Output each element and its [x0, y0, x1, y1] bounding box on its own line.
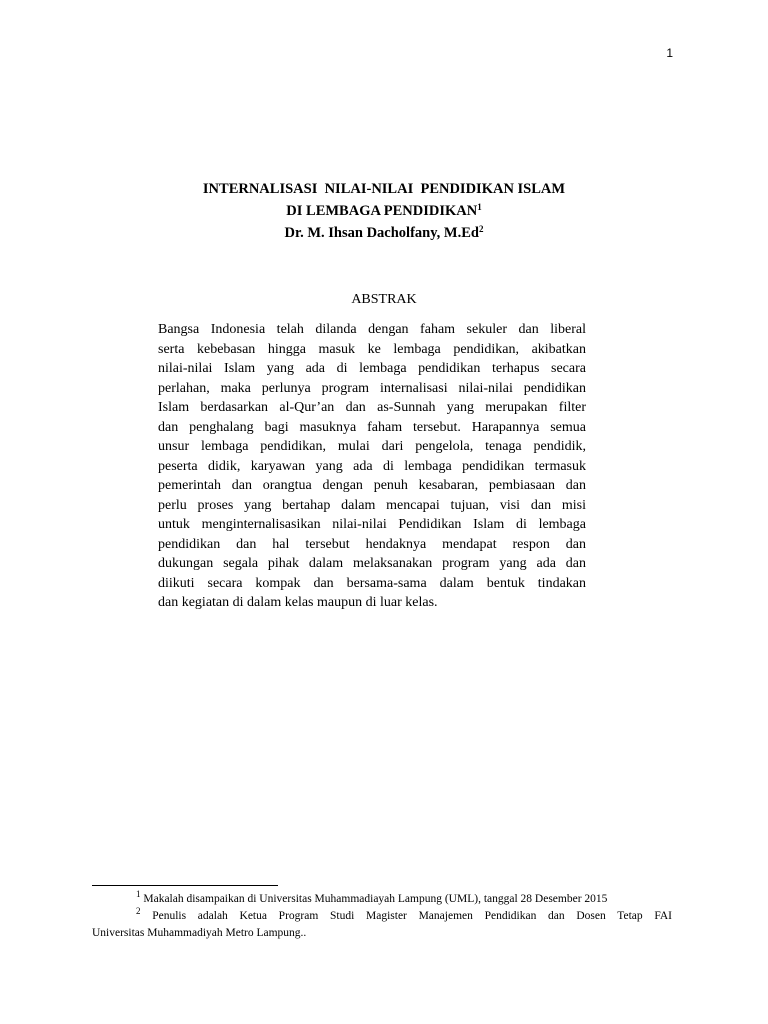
page-number: 1 — [666, 46, 673, 60]
abstract-line: peserta didik, karyawan yang ada di lembaga pendidikan termasuk — [158, 458, 586, 474]
abstract-line: dukungan segala pihak dalam melaksanakan program yang ada dan — [158, 556, 586, 571]
footnote-2-text: Penulis adalah Ketua Program Studi Magister Manajemen Pendidikan dan Dosen Tetap FAI — [152, 910, 672, 922]
abstract-heading: ABSTRAK — [351, 292, 417, 307]
abstract-body — [158, 320, 586, 613]
author-name: Dr. M. Ihsan Dacholfany, M.Ed — [284, 225, 479, 241]
abstract-line: serta kebebasan hingga masuk ke lembaga pendidikan, akibatkan — [158, 341, 586, 357]
author-line — [0, 222, 768, 244]
footnote-2-mark: 2 — [136, 906, 141, 916]
footnote-separator — [92, 885, 278, 886]
footnote-1-text: Makalah disampaikan di Universitas Muhammadiayah Lampung (UML), tanggal 28 Desember 2015 — [143, 893, 608, 905]
title-line-2 — [0, 200, 768, 222]
footnote-ref-1: 1 — [477, 202, 482, 212]
abstract-line: diikuti secara kompak dan bersama-sama dalam bentuk tindakan — [158, 575, 586, 591]
abstract-line: pemerintah dan orangtua dengan penuh kesabaran, pembiasaan dan — [158, 478, 586, 493]
title-line-1: INTERNALISASI NILAI-NILAI PENDIDIKAN ISLAM — [202, 181, 566, 197]
footnote-ref-2: 2 — [478, 224, 484, 234]
abstract-line: Islam berdasarkan al-Qur’an dan as-Sunnah yang merupakan filter — [158, 400, 586, 415]
abstract-line: perlu proses yang bertahap dalam mencapai tujuan, visi dan misi — [158, 497, 586, 513]
footnote-2-continuation: Universitas Muhammadiyah Metro Lampung.. — [92, 927, 307, 939]
abstract-line: dan penghalang bagi masuknya faham tersebut. Harapannya semua — [158, 419, 586, 435]
abstract-line: pendidikan dan hal tersebut hendaknya mendapat respon dan — [158, 536, 586, 552]
abstract-line: dan kegiatan di dalam kelas maupun di luar kelas. — [158, 595, 438, 610]
footnote-2 — [92, 908, 672, 925]
footnotes — [92, 891, 672, 942]
footnote-1-mark: 1 — [136, 889, 141, 899]
abstract-line: untuk menginternalisasikan nilai-nilai Pendidikan Islam di lembaga — [158, 517, 586, 532]
abstract-line: nilai-nilai Islam yang ada di lembaga pendidikan terhapus secara — [158, 361, 586, 376]
footnote-1 — [92, 891, 672, 908]
abstract-line: perlahan, maka perlunya program internalisasi nilai-nilai pendidikan — [158, 380, 586, 396]
abstract-line: Bangsa Indonesia telah dilanda dengan faham sekuler dan liberal — [158, 322, 586, 337]
abstract-line: unsur lembaga pendidikan, mulai dari pengelola, tenaga pendidik, — [158, 439, 586, 454]
title-block — [0, 178, 768, 244]
title-line-2-text: DI LEMBAGA PENDIDIKAN — [286, 203, 478, 219]
